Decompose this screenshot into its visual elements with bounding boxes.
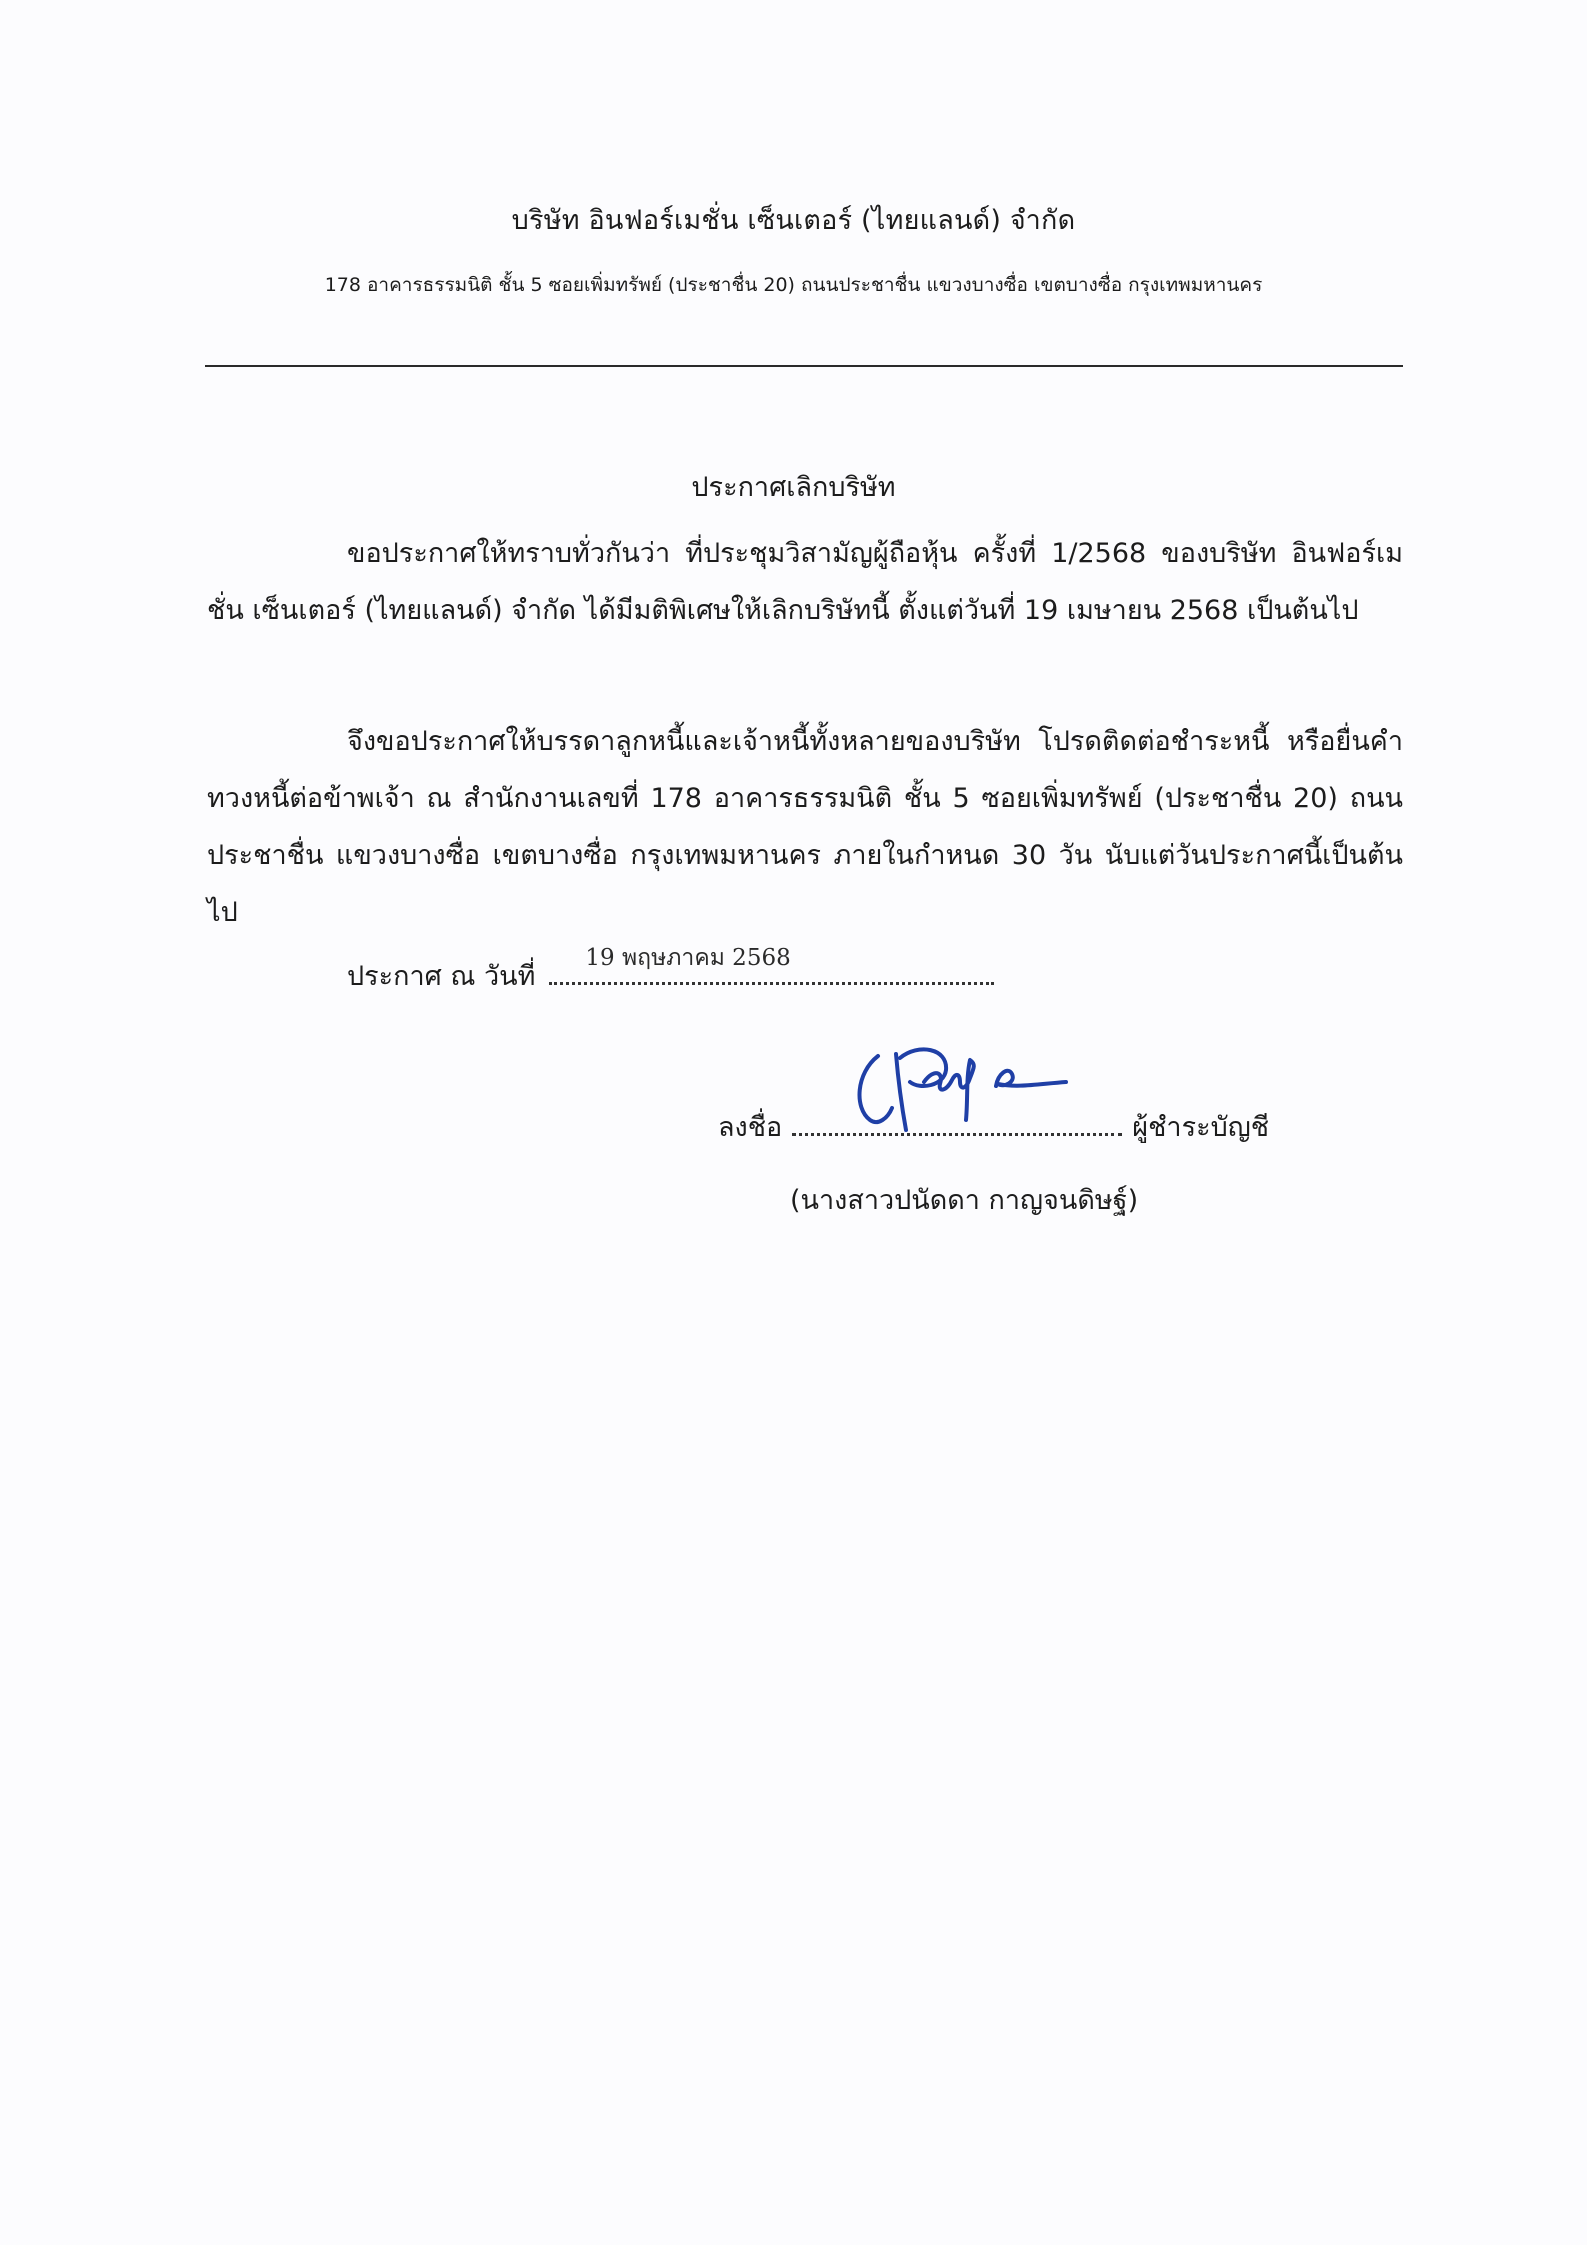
notice-paragraph-2 [207, 713, 1403, 941]
notice-title: ประกาศเลิกบริษัท [691, 472, 896, 503]
header-divider [205, 365, 1403, 367]
signature-label: ลงชื่อ [718, 1112, 783, 1143]
company-name: บริษัท อินฟอร์เมชั่น เซ็นเตอร์ (ไทยแลนด์) จำกัด [511, 205, 1076, 236]
signer-role: ผู้ชำระบัญชี [1132, 1112, 1270, 1143]
handwritten-signature [848, 1038, 1088, 1138]
paragraph-2-text: จึงขอประกาศให้บรรดาลูกหนี้และเจ้าหนี้ทั้งหลายของบริษัท โปรดติดต่อชำระหนี้ หรือยื่นคำทวงหนี้ต่อข้าพเจ้า ณ สำนักงานเลขที่ 178 อาคารธรรมนิติ ชั้น 5 ซอยเพิ่มทรัพย์ (ประชาชื่น 20) ถนนประชาชื่น แขวงบางซื่อ เขตบางซื่อ กรุงเทพมหานคร ภายในกำหนด 30 วัน นับแต่วันประกาศนี้เป็นต้นไป [207, 726, 1403, 928]
signer-name: (นางสาวปนัดดา กาญจนดิษฐ์) [790, 1185, 1139, 1216]
paragraph-1-text: ขอประกาศให้ทราบทั่วกันว่า ที่ประชุมวิสามัญผู้ถือหุ้น ครั้งที่ 1/2568 ของบริษัท อินฟอร์เมชั่น เซ็นเตอร์ (ไทยแลนด์) จำกัด ได้มีมติพิเศษให้เลิกบริษัทนี้ ตั้งแต่วันที่ 19 เมษายน 2568 เป็นต้นไป [207, 538, 1403, 626]
announcement-date-line [347, 945, 994, 997]
date-dotted-field [549, 945, 994, 985]
company-address: 178 อาคารธรรมนิติ ชั้น 5 ซอยเพิ่มทรัพย์ (ประชาชื่น 20) ถนนประชาชื่น แขวงบางซื่อ เขตบางซื่อ กรุงเทพมหานคร [324, 274, 1263, 296]
date-label: ประกาศ ณ วันที่ [347, 961, 536, 992]
date-value: 19 พฤษภาคม 2568 [585, 945, 791, 971]
notice-paragraph-1 [207, 525, 1403, 639]
